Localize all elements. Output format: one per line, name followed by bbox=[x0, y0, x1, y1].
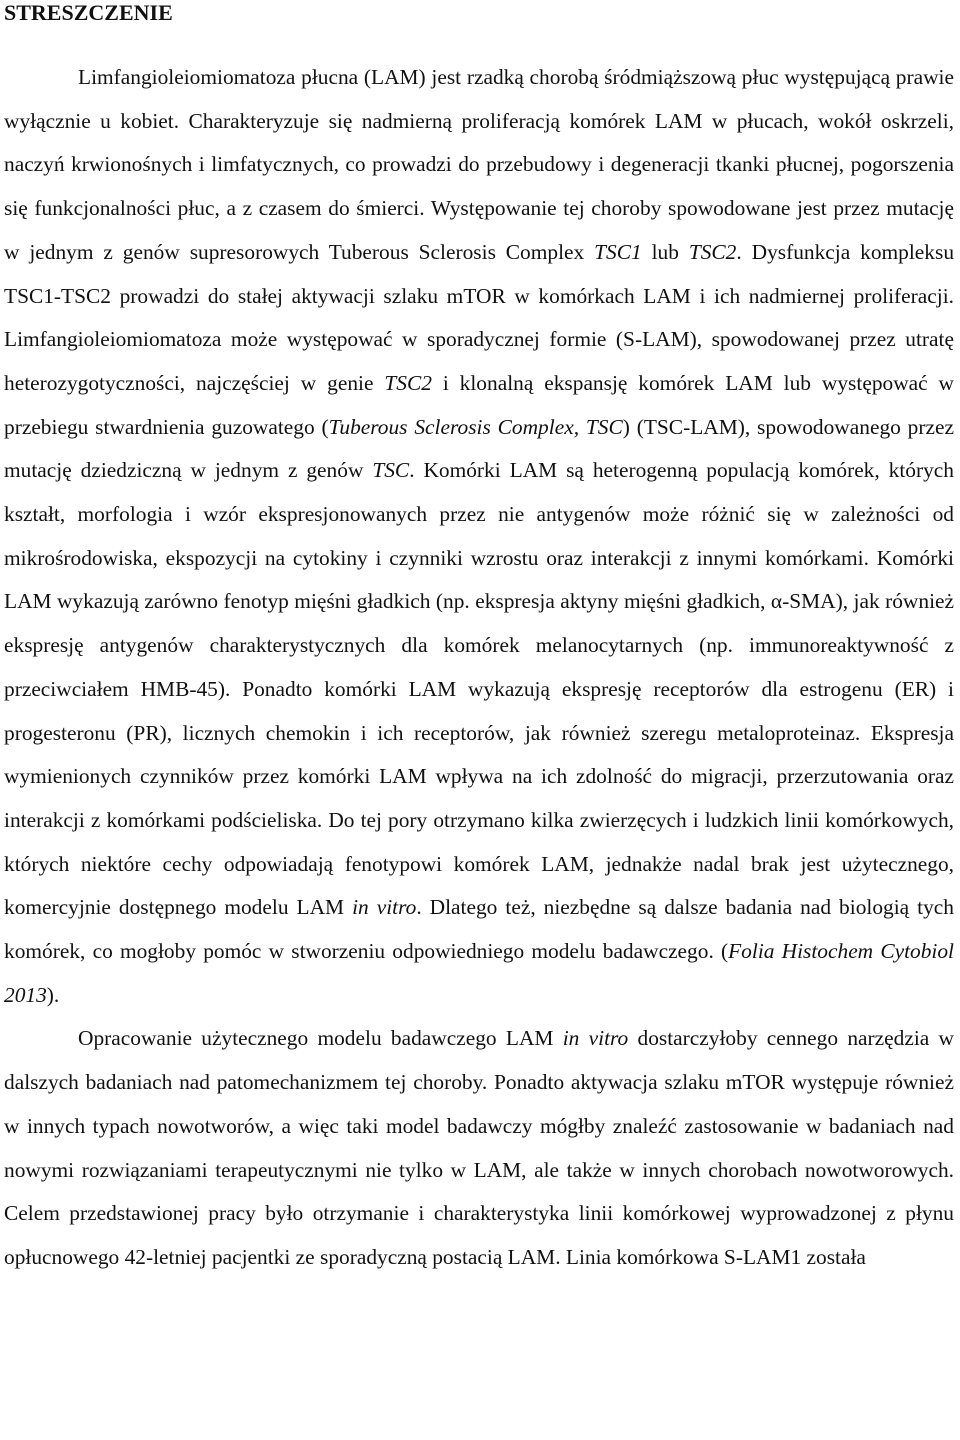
gene-name: TSC2 bbox=[384, 370, 432, 395]
text-run: . Dysfunkcja kompleksu TSC1-TSC2 prowadzi do stałej aktywacji szlaku mTOR w komórkach LAM i ich nadmiernej proliferacji. Limfangioleiomiomatoza może występować w sporadycznej formie (S-LAM), spowodowanej przez utratę heterozygotyczności, najczęściej w genie bbox=[4, 239, 955, 395]
latin-term: in vitro bbox=[352, 895, 417, 920]
citation: Folia Histochem Cytobiol 2013 bbox=[4, 939, 954, 1007]
section-heading: STRESZCZENIE bbox=[4, 0, 173, 25]
latin-term: in vitro bbox=[562, 1026, 629, 1051]
gene-name: TSC1 bbox=[594, 239, 642, 264]
text-run: i klonalną ekspansję komórek LAM lub występować w przebiegu stwardnienia guzowatego ( bbox=[4, 370, 954, 439]
text-run: ). bbox=[46, 982, 60, 1007]
document-page bbox=[4, 0, 954, 1280]
text-run: lub bbox=[641, 239, 689, 264]
abstract-paragraph-2 bbox=[4, 1017, 954, 1279]
text-run: dostarczyłoby cennego narzędzia w dalszych badaniach nad patomechanizmem tej choroby. Ponadto aktywacja szlaku mTOR występuje również w innych typach nowotworów, a więc taki model badawczy mógłby znaleźć zastosowanie w badaniach nad nowymi rozwiązaniami terapeutycznymi nie tylko w LAM, ale także w innych chorobach nowotworowych. Celem przedstawionej pracy było otrzymanie i charakterystyka linii komórkowej wyprowadzonej z płynu opłucnowego 42-letniej pacjentki ze sporadyczną postacią LAM. Linia komórkowa S-LAM1 została bbox=[4, 1026, 954, 1269]
gene-name: TSC2 bbox=[688, 239, 737, 264]
gene-name: TSC bbox=[372, 458, 410, 483]
text-run: ) (TSC-LAM), spowodowanego przez mutację dziedziczną w jednym z genów bbox=[4, 414, 954, 483]
abstract-paragraph-1 bbox=[4, 56, 954, 1017]
text-run: Opracowanie użytecznego modelu badawczego LAM bbox=[78, 1026, 563, 1051]
disease-name: Tuberous Sclerosis Complex, TSC bbox=[328, 414, 623, 439]
text-run: . Komórki LAM są heterogenną populacją komórek, których kształt, morfologia i wzór ekspresjonowanych przez nie antygenów może różnić się w zależności od mikrośrodowiska, ekspozycji na cytokiny i czynniki wzrostu oraz interakcji z innymi komórkami. Komórki LAM wykazują zarówno fenotyp mięśni gładkich (np. ekspresja aktyny mięśni gładkich, α-SMA), jak również ekspresję antygenów charakterystycznych dla komórek melanocytarnych (np. immunoreaktywność z przeciwciałem HMB-45). Ponadto komórki LAM wykazują ekspresję receptorów dla estrogenu (ER) i progesteronu (PR), licznych chemokin i ich receptorów, jak również szeregu metaloproteinaz. Ekspresja wymienionych czynników przez komórki LAM wpływa na ich zdolność do migracji, przerzutowania oraz interakcji z komórkami podścieliska. Do tej pory otrzymano kilka zwierzęcych i ludzkich linii komórkowych, których niektóre cechy odpowiadają fenotypowi komórek LAM, jednakże nadal brak jest użytecznego, komercyjnie dostępnego modelu LAM bbox=[4, 458, 954, 920]
text-run: . Dlatego też, niezbędne są dalsze badania nad biologią tych komórek, co mogłoby pomóc w stworzeniu odpowiedniego modelu badawczego. ( bbox=[4, 895, 954, 964]
text-run: Limfangioleiomiomatoza płucna (LAM) jest rzadką chorobą śródmiąższową płuc występującą prawie wyłącznie u kobiet. Charakteryzuje się nadmierną proliferacją komórek LAM w płucach, wokół oskrzeli, naczyń krwionośnych i limfatycznych, co prowadzi do przebudowy i degeneracji tkanki płucnej, pogorszenia się funkcjonalności płuc, a z czasem do śmierci. Występowanie tej choroby spowodowane jest przez mutację w jednym z genów supresorowych Tuberous Sclerosis Complex bbox=[4, 65, 954, 264]
